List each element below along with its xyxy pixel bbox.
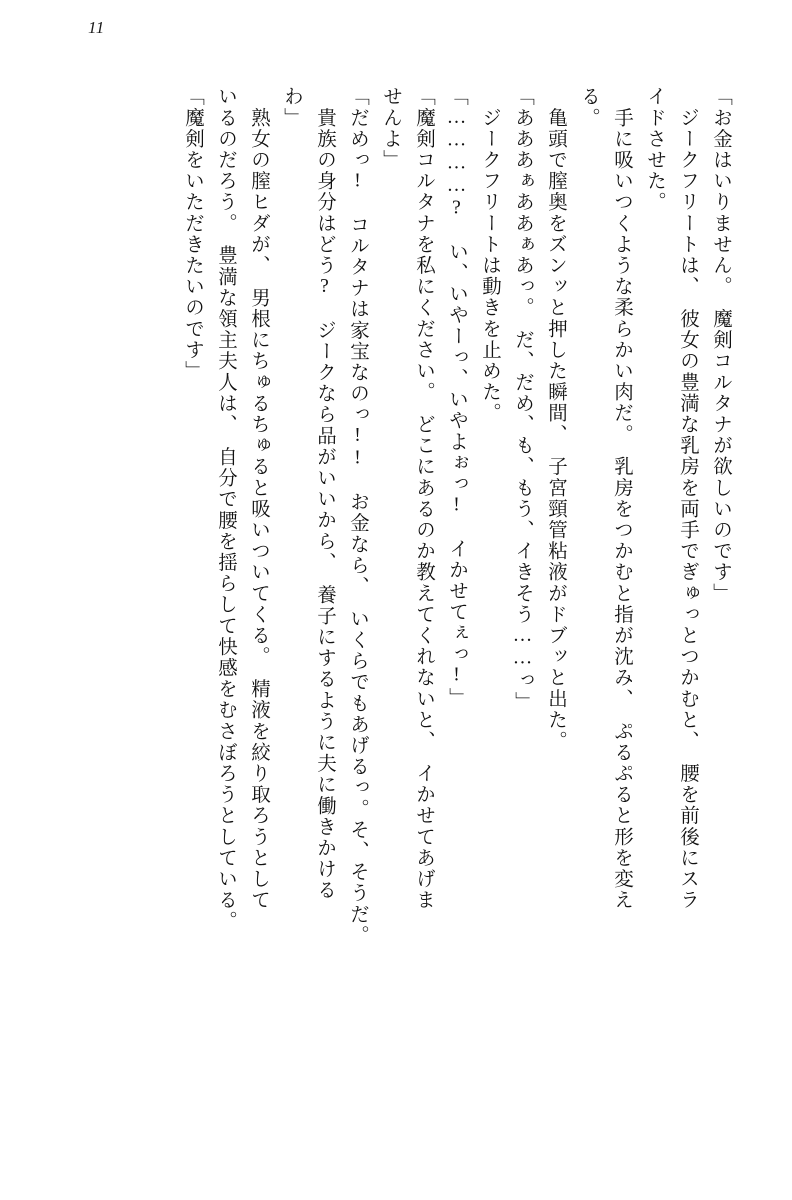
vertical-text-body: [58, 86, 730, 1148]
text-line: ジークフリートは動きを止めた。: [479, 86, 500, 424]
text-line: 貴族の身分はどう? ジークなら品がいいから、 養子にするように夫に働きかける: [314, 86, 335, 901]
text-line: 「お金はいりません。 魔剣コルタナが欲しいのです」: [710, 86, 731, 604]
page-number: 11: [88, 18, 105, 37]
text-line: イドさせた。: [644, 86, 665, 213]
text-line: 「魔剣をいただきたいのです」: [182, 86, 203, 382]
text-line: わ」: [281, 86, 302, 129]
text-line: 「だめっ! コルタナは家宝なのっ!! お金なら、 いくらでもあげるっ。そ、そうだ。: [347, 86, 368, 946]
text-line: 手に吸いつくような柔らかい肉だ。 乳房をつかむと指が沈み、 ぷるぷると形を変え: [611, 86, 632, 911]
text-line: 亀頭で膣奥をズンッと押した瞬間、 子宮頸管粘液がドブッと出た。: [545, 86, 566, 752]
text-line: 「あああぁああぁあっ。 だ、だめ、も、もう、イきそう……っ」: [512, 86, 533, 713]
text-line: 「魔剣コルタナを私にください。 どこにあるのか教えてくれないと、 イかせてあげま: [413, 86, 434, 911]
text-line: 熟女の膣ヒダが、 男根にちゅるちゅると吸いついてくる。 精液を絞り取ろうとして: [248, 86, 269, 911]
text-line: ジークフリートは、 彼女の豊満な乳房を両手でぎゅっとつかむと、 腰を前後にスラ: [677, 86, 698, 911]
text-line: せんよ」: [380, 86, 401, 171]
text-line: いるのだろう。 豊満な領主夫人は、 自分で腰を揺らして快感をむさぼろうとしている。: [215, 86, 236, 932]
text-line: る。: [578, 86, 599, 129]
text-line: 「…………? い、いやーっ、いやよぉっ! イかせてぇっ!」: [446, 86, 467, 709]
